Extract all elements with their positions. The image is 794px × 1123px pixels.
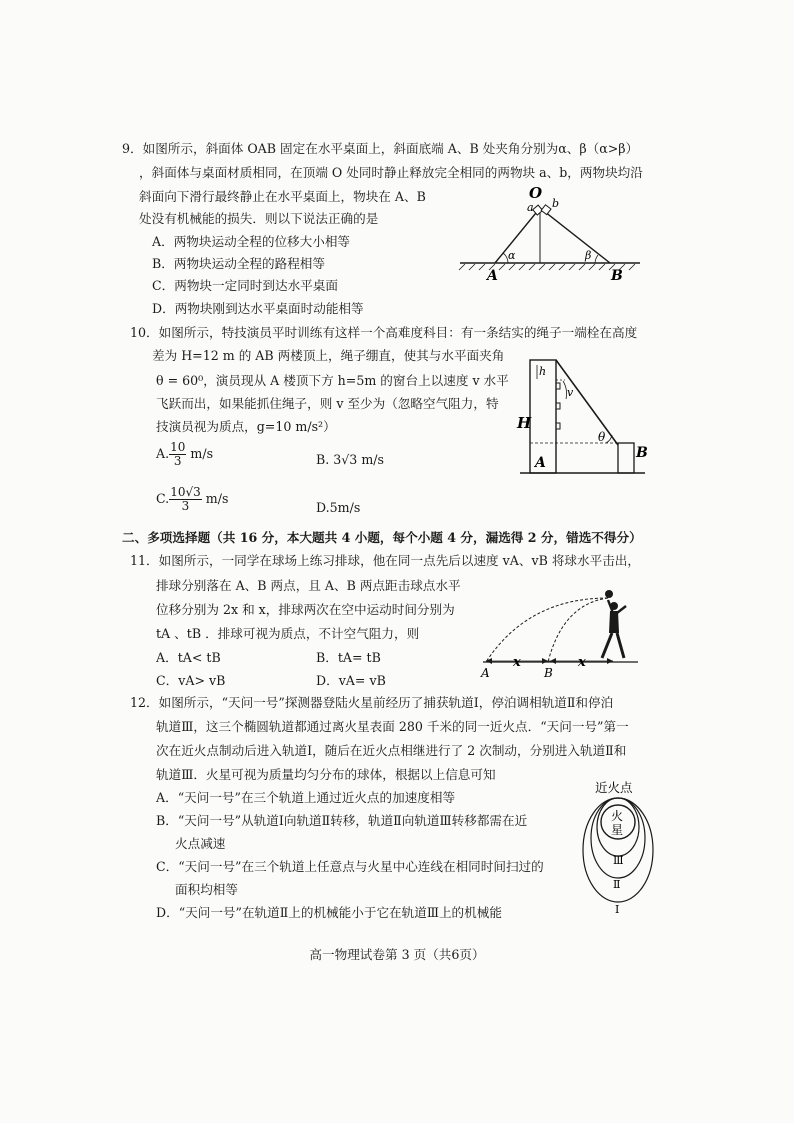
- q10-option-c: [156, 486, 228, 513]
- q11-line-1: 11．如图所示，一同学在球场上练习排球，他在同一点先后以速度 vA、vB 将球水平击出，: [130, 553, 640, 568]
- q12-option-b-cont: 火点减速: [175, 836, 226, 851]
- q10-label-theta: θ: [598, 430, 606, 444]
- q10-line-2: 差为 H=12 m 的 AB 两楼顶上，绳子绷直，使其与水平面夹角: [152, 348, 505, 363]
- q10-option-c-num: 10√3: [170, 485, 201, 499]
- q12-label-mars-1: 火: [611, 809, 624, 823]
- q10-option-c-den: 3: [181, 499, 190, 513]
- q9-option-a: A．两物块运动全程的位移大小相等: [152, 234, 351, 249]
- q10-label-A: A: [535, 455, 546, 471]
- q12-label-orbit-2: Ⅱ: [613, 878, 621, 891]
- q9-line-3: 斜面向下滑行最终静止在水平桌面上，物块在 A、B: [139, 189, 426, 204]
- player-icon: [602, 600, 626, 658]
- q12-line-3: 次在近火点制动后进入轨道Ⅰ，随后在近火点相继进行了 2 次制动，分别进入轨道Ⅱ和: [156, 743, 627, 758]
- q11-label-x1: x: [513, 655, 521, 670]
- q11-line-2: 排球分别落在 A、B 两点，且 A、B 两点距击球点水平: [156, 578, 461, 593]
- q9-line-4: 处没有机械能的损失．则以下说法正确的是: [139, 211, 379, 226]
- q12-option-b: B．“天问一号”从轨道Ⅰ向轨道Ⅱ转移，轨道Ⅱ向轨道Ⅲ转移都需在近: [156, 813, 528, 828]
- q10-label-H: H: [517, 414, 532, 432]
- q9-label-alpha: α: [508, 249, 516, 262]
- q10-option-a-den: 3: [173, 454, 182, 468]
- q10-option-a: [156, 441, 213, 468]
- q9-label-A: A: [487, 268, 498, 284]
- q9-label-beta: β: [585, 249, 592, 262]
- q10-line-3: θ = 60⁰，演员现从 A 楼顶下方 h=5m 的窗台上以速度 v 水平: [156, 373, 509, 388]
- q9-line-1: 9．如图所示，斜面体 OAB 固定在水平桌面上，斜面底端 A、B 处夹角分别为α、β（α>β）: [122, 141, 639, 156]
- q10-building-figure: [515, 355, 665, 483]
- q11-option-a: A．tA< tB: [156, 650, 221, 665]
- q9-option-c: C．两物块一定同时到达水平桌面: [152, 278, 338, 293]
- q10-option-a-num: 10: [170, 440, 186, 454]
- q12-line-1: 12．如图所示，“天问一号”探测器登陆火星前经历了捕获轨道Ⅰ，停泊调相轨道Ⅱ和停泊: [130, 695, 614, 710]
- q9-label-a: a: [527, 201, 534, 214]
- q11-option-b: B．tA= tB: [316, 650, 381, 665]
- volleyball-icon: [605, 590, 613, 598]
- page-footer: 高一物理试卷第 3 页（共6页）: [309, 947, 485, 962]
- q10-line-1: 10．如图所示，特技演员平时训练有这样一个高难度科目：有一条结实的绳子一端栓在高度: [130, 325, 638, 340]
- q10-option-c-prefix: C.: [156, 491, 170, 506]
- q12-line-2: 轨道Ⅲ，这三个椭圆轨道都通过离火星表面 280 千米的同一近火点．“天问一号”第一: [156, 719, 629, 734]
- q11-option-c: C．vA> vB: [156, 673, 226, 688]
- q12-option-d: D．“天问一号”在轨道Ⅱ上的机械能小于它在轨道Ⅲ上的机械能: [156, 905, 502, 920]
- q12-option-c: C．“天问一号”在三个轨道上任意点与火星中心连线在相同时间扫过的: [156, 859, 544, 874]
- q12-option-a: A．“天问一号”在三个轨道上通过近火点的加速度相等: [156, 790, 456, 805]
- q11-line-4: tA 、tB ．排球可视为质点，不计空气阻力，则: [156, 626, 420, 641]
- q9-label-b: b: [552, 197, 560, 210]
- q12-label-orbit-1: Ⅰ: [615, 903, 620, 916]
- q9-label-o: O: [529, 184, 543, 202]
- q11-label-A: A: [481, 666, 490, 680]
- q12-line-4: 轨道Ⅲ．火星可视为质量均匀分布的球体，根据以上信息可知: [156, 767, 496, 782]
- q11-volleyball-figure: [478, 578, 648, 683]
- q10-line-5: 技演员视为质点，g=10 m/s²）: [156, 419, 336, 434]
- q11-option-d: D．vA= vB: [316, 673, 386, 688]
- q10-option-b: B. 3√3 m/s: [316, 452, 384, 467]
- q12-label-mars-2: 星: [611, 823, 624, 837]
- q10-label-v: v: [567, 386, 574, 399]
- q10-line-4: 飞跃而出，如果能抓住绳子，则 v 至少为（忽略空气阻力，特: [156, 396, 499, 411]
- q12-label-perigee: 近火点: [595, 780, 633, 795]
- q12-option-c-cont: 面积均相等: [175, 882, 238, 897]
- q10-option-a-prefix: A.: [156, 446, 170, 461]
- q9-label-B: B: [611, 268, 623, 284]
- q9-line-2: ，斜面体与桌面材质相同，在顶端 O 处同时静止释放完全相同的两物块 a、b，两物块均沿: [139, 165, 643, 180]
- q10-option-d: D.5m/s: [316, 500, 361, 515]
- q12-orbit-figure: [575, 778, 665, 918]
- section-2-heading: 二、多项选择题（共 16 分，本大题共 4 小题，每个小题 4 分，漏选得 2 分，错选不得分）: [122, 530, 642, 545]
- q10-option-c-unit: m/s: [205, 491, 229, 506]
- q10-label-B: B: [636, 445, 648, 461]
- q9-option-d: D．两物块刚到达水平桌面时动能相等: [152, 301, 364, 316]
- q11-label-B: B: [544, 666, 553, 680]
- q10-option-a-unit: m/s: [190, 446, 214, 461]
- q12-label-orbit-3: Ⅲ: [613, 854, 624, 867]
- q11-label-x2: x: [578, 655, 586, 670]
- q11-line-3: 位移分别为 2x 和 x，排球两次在空中运动时间分别为: [156, 602, 455, 617]
- q9-option-b: B．两物块运动全程的路程相等: [152, 256, 325, 271]
- q10-label-h: h: [539, 365, 547, 378]
- q9-incline-figure: [455, 180, 645, 290]
